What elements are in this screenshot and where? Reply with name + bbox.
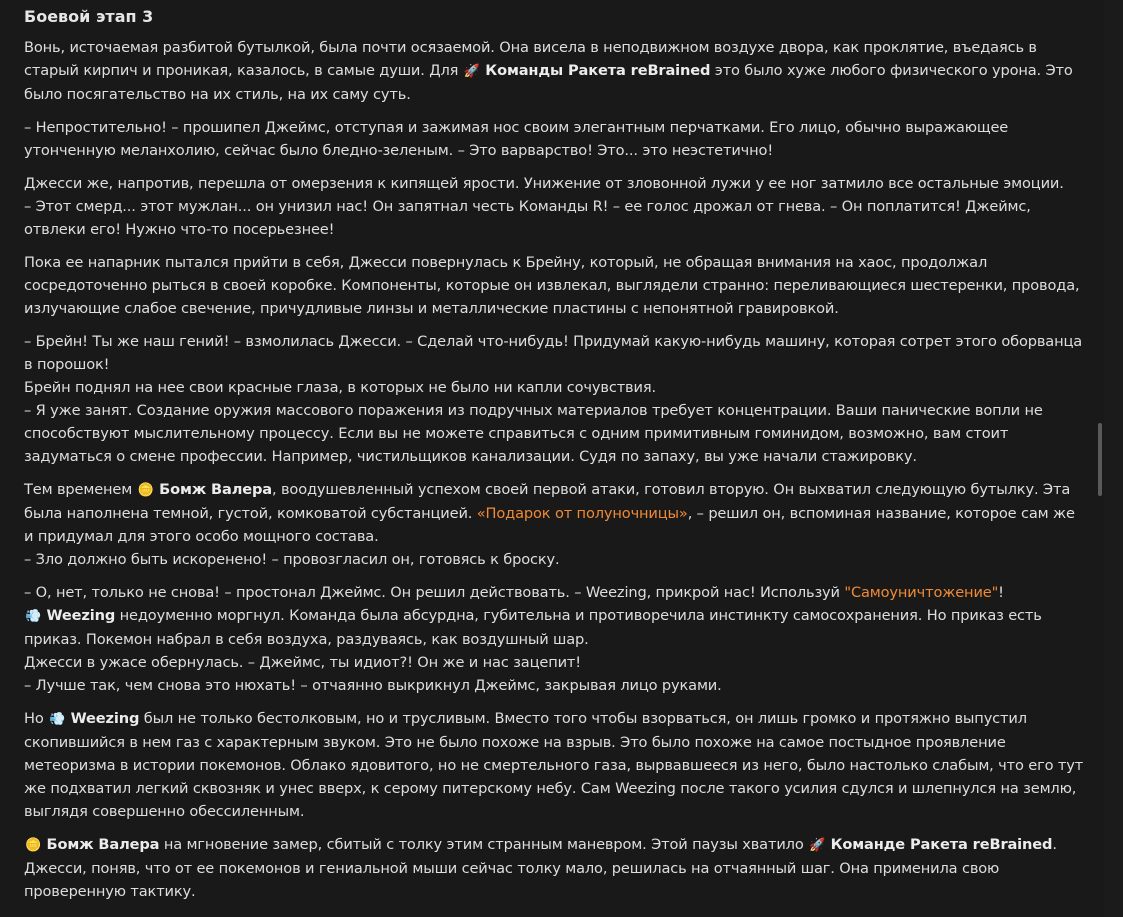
character-name: Бомж Валера bbox=[46, 836, 160, 853]
paragraph-9: 🪙 Бомж Валера на мгновение замер, сбитый с толку этим странным маневром. Этой паузы хватило 🚀 Команде Ракета reBrained. Джесси, поняв, что от ее покемонов и гениальной мыши сейчас толку мало, решилась на отчаянный шаг. Она применила свою проверенную тактику. bbox=[24, 836, 1057, 900]
paragraph-3: Джесси же, напротив, перешла от омерзения к кипящей ярости. Унижение от зловонной лужи у ее ног затмило все остальные эмоции. – Этот смерд... этот мужлан... он унизил нас! Он запятнал честь Команды R! – ее голос дрожал от гнева. – Он поплатится! Джеймс, отвлеки его! Нужно что-то посерьезнее! bbox=[24, 175, 1064, 238]
pokemon-name: Weezing bbox=[70, 710, 140, 727]
team-name: Команды Ракета reBrained bbox=[485, 62, 711, 79]
gas-icon: 💨 bbox=[24, 609, 42, 624]
pokemon-name: Weezing bbox=[46, 607, 116, 624]
window-edge bbox=[1104, 0, 1123, 917]
gas-icon: 💨 bbox=[49, 712, 66, 727]
section-title: Боевой этап 3 bbox=[24, 7, 154, 26]
message-content bbox=[24, 6, 1086, 913]
paragraph-2: – Непростительно! – прошипел Джеймс, отступая и зажимая нос своим элегантным перчатками. Его лицо, обычно выражающее утонченную меланхолию, сейчас было бледно-зеленым. – Это варварство! Это... это неэстетично! bbox=[24, 119, 1009, 159]
paragraph-5: – Брейн! Ты же наш гений! – взмолилась Джесси. – Сделай что-нибудь! Придумай какую-нибудь машину, которая сотрет этого оборванца в порошок! Брейн поднял на нее свои красные глаза, в которых не было ни капли сочувствия. – Я уже занят. Создание оружия массового поражения из подручных материалов требует концентрации. Ваши панические вопли не способствуют мыслительному процессу. Если вы не можете справиться с одним примитивным гоминидом, возможно, вам стоит задуматься о смене профессии. Например, чистильщиков канализации. Судя по запаху, вы уже начали стажировку. bbox=[24, 333, 1083, 465]
paragraph-7: – О, нет, только не снова! – простонал Джеймс. Он решил действовать. – Weezing, прикрой нас! Используй "Самоуничтожение"! 💨 Weezing недоуменно моргнул. Команда была абсурдна, губительна и противоречила инстинкту самосохранения. Но приказ есть приказ. Покемон набрал в себя воздуха, раздуваясь, как воздушный шар. Джесси в ужасе обернулась. – Джеймс, ты идиот?! Он же и нас зацепит! – Лучше так, чем снова это нюхать! – отчаянно выкрикнул Джеймс, закрывая лицо руками. bbox=[24, 584, 1042, 694]
move-name: "Самоуничтожение" bbox=[844, 584, 999, 601]
paragraph-1: Вонь, источаемая разбитой бутылкой, была почти осязаемой. Она висела в неподвижном воздухе двора, как проклятие, въедаясь в старый кирпич и проникая, казалось, в самые души. Для 🚀 Команды Ракета reBrained это было хуже любого физического урона. Это было посягательство на их стиль, на их саму суть. bbox=[24, 39, 1073, 103]
item-name: «Подарок от полуночницы» bbox=[476, 505, 688, 522]
coin-icon: 🪙 bbox=[24, 838, 42, 853]
paragraph-6: Тем временем 🪙 Бомж Валера, воодушевленный успехом своей первой атаки, готовил вторую. Он выхватил следующую бутылку. Эта была наполнена темной, густой, комковатой субстанцией. «Подарок от полуночницы», – решил он, вспоминая название, которое сам же и придумал для этого особо мощного состава. – Зло должно быть искоренено! – провозгласил он, готовясь к броску. bbox=[24, 481, 1075, 568]
paragraph-4: Пока ее напарник пытался прийти в себя, Джесси повернулась к Брейну, который, не обращая внимания на хаос, продолжал сосредоточенно рыться в своей коробке. Компоненты, которые он извлекал, выглядели странно: переливающиеся шестеренки, провода, излучающие слабое свечение, причудливые линзы и металлические пластины с непонятной гравировкой. bbox=[24, 254, 1080, 317]
coin-icon: 🪙 bbox=[137, 483, 154, 498]
scrollbar-thumb[interactable] bbox=[1098, 423, 1102, 496]
rocket-icon: 🚀 bbox=[809, 838, 826, 853]
character-name: Бомж Валера bbox=[159, 481, 272, 498]
team-name: Команде Ракета reBrained bbox=[830, 836, 1053, 853]
paragraph-8: Но 💨 Weezing был не только бестолковым, но и трусливым. Вместо того чтобы взорваться, он лишь громко и протяжно выпустил скопившийся в нем газ с характерным звуком. Это не было похоже на взрыв. Это было похоже на самое постыдное проявление метеоризма в истории покемонов. Облако ядовитого, но не смертельного газа, вырвавшееся из него, было настолько слабым, что его тут же подхватил легкий сквозняк и унес вверх, к серому питерскому небу. Сам Weezing после такого усилия сдулся и шлепнулся на землю, выглядя совершенно обессиленным. bbox=[24, 710, 1084, 820]
rocket-icon: 🚀 bbox=[463, 64, 480, 79]
